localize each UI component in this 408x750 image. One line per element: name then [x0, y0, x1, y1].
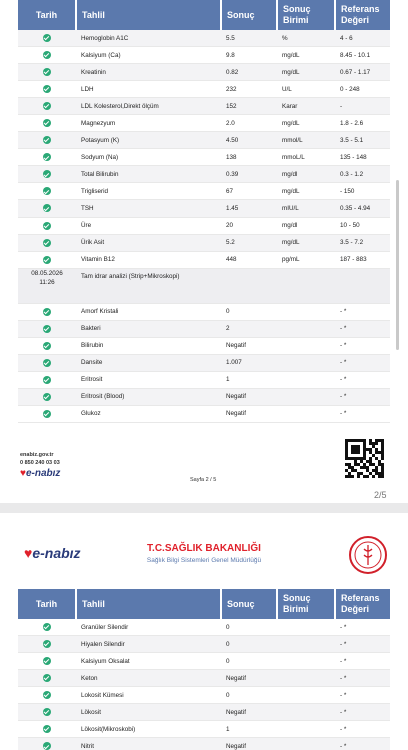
check-circle-icon: [43, 359, 51, 367]
status-cell: [18, 636, 76, 653]
test-result: 232: [221, 81, 277, 98]
check-circle-icon: [43, 308, 51, 316]
check-circle-icon: [43, 239, 51, 247]
section-time: 11:26: [39, 278, 55, 286]
check-circle-icon: [43, 85, 51, 93]
test-result: 0: [221, 636, 277, 653]
status-cell: [18, 619, 76, 636]
table-row: [18, 303, 390, 320]
test-result: 5.5: [221, 30, 277, 47]
test-result: 5.2: [221, 234, 277, 251]
table-row: [18, 234, 390, 251]
status-cell: [18, 687, 76, 704]
table-row: [18, 337, 390, 354]
check-circle-icon: [43, 708, 51, 716]
check-circle-icon: [43, 342, 51, 350]
reference-range: - *: [335, 653, 390, 670]
result-unit: %: [277, 30, 335, 47]
ministry-subtitle: Sağlık Bilgi Sistemleri Genel Müdürlüğü: [146, 557, 262, 564]
result-unit: [277, 636, 335, 653]
test-name: Granüler Silendir: [76, 619, 221, 636]
status-cell: [18, 653, 76, 670]
check-circle-icon: [43, 119, 51, 127]
result-unit: [277, 619, 335, 636]
header-result: Sonuç: [221, 589, 277, 619]
result-unit: mg/dL: [277, 64, 335, 81]
check-circle-icon: [43, 393, 51, 401]
table-row: [18, 636, 390, 653]
reference-range: 3.5 - 7.2: [335, 234, 390, 251]
heart-icon: ♥: [24, 545, 33, 561]
result-unit: mg/dl: [277, 217, 335, 234]
table-row: [18, 388, 390, 405]
page-indicator: 2/5: [374, 490, 387, 500]
table-row: [18, 704, 390, 721]
check-circle-icon: [43, 325, 51, 333]
reference-range: 0 - 248: [335, 81, 390, 98]
section-date-text: 08.05.2026: [31, 269, 63, 277]
check-circle-icon: [43, 674, 51, 682]
reference-range: 0.35 - 4.94: [335, 200, 390, 217]
test-result: Negatif: [221, 738, 277, 750]
header-reference: Referans Değeri: [335, 0, 390, 30]
test-name: Total Bilirubin: [76, 166, 221, 183]
test-result: Negatif: [221, 670, 277, 687]
result-unit: pg/mL: [277, 251, 335, 268]
check-circle-icon: [43, 170, 51, 178]
check-circle-icon: [43, 153, 51, 161]
result-unit: U/L: [277, 81, 335, 98]
test-name: Dansite: [76, 354, 221, 371]
test-result: 0: [221, 303, 277, 320]
header-date: Tarih: [18, 589, 76, 619]
reference-range: - *: [335, 405, 390, 422]
test-name: Sodyum (Na): [76, 149, 221, 166]
check-circle-icon: [43, 623, 51, 631]
test-name: Lökosit: [76, 704, 221, 721]
reference-range: - *: [335, 320, 390, 337]
status-cell: [18, 721, 76, 738]
reference-range: - *: [335, 636, 390, 653]
table-row: [18, 687, 390, 704]
result-unit: mIU/L: [277, 200, 335, 217]
test-name: LDH: [76, 81, 221, 98]
status-cell: [18, 81, 76, 98]
test-name: Kreatinin: [76, 64, 221, 81]
table-row: [18, 115, 390, 132]
check-circle-icon: [43, 136, 51, 144]
test-name: Magnezyum: [76, 115, 221, 132]
check-circle-icon: [43, 657, 51, 665]
result-unit: Karar: [277, 98, 335, 115]
enabiz-logo: ♥e-nabız: [20, 468, 61, 479]
result-unit: [277, 354, 335, 371]
test-name: Ürik Asit: [76, 234, 221, 251]
test-name: Eritrosit (Blood): [76, 388, 221, 405]
status-cell: [18, 704, 76, 721]
result-unit: [277, 371, 335, 388]
table-row: [18, 217, 390, 234]
table-header: [18, 589, 390, 619]
table-row: [18, 371, 390, 388]
reference-range: 10 - 50: [335, 217, 390, 234]
check-circle-icon: [43, 68, 51, 76]
section-title: Tam idrar analizi (Strip+Mikroskopi): [76, 268, 390, 303]
section-row: [18, 268, 390, 303]
table-row: [18, 405, 390, 422]
table-row: [18, 738, 390, 750]
result-unit: mg/dL: [277, 234, 335, 251]
status-cell: [18, 405, 76, 422]
reference-range: 3.5 - 5.1: [335, 132, 390, 149]
result-unit: [277, 337, 335, 354]
header-date: Tarih: [18, 0, 76, 30]
table-row: [18, 619, 390, 636]
reference-range: - 150: [335, 183, 390, 200]
table-row: [18, 251, 390, 268]
status-cell: [18, 388, 76, 405]
test-result: 138: [221, 149, 277, 166]
result-unit: [277, 405, 335, 422]
test-name: TSH: [76, 200, 221, 217]
table-row: [18, 98, 390, 115]
status-cell: [18, 47, 76, 64]
reference-range: - *: [335, 704, 390, 721]
table-row: [18, 47, 390, 64]
status-cell: [18, 64, 76, 81]
reference-range: - *: [335, 337, 390, 354]
test-result: 1: [221, 371, 277, 388]
test-result: Negatif: [221, 337, 277, 354]
status-cell: [18, 200, 76, 217]
status-cell: [18, 183, 76, 200]
status-cell: [18, 320, 76, 337]
test-result: 4.50: [221, 132, 277, 149]
enabiz-logo-header: ♥e-nabız: [24, 545, 81, 561]
status-cell: [18, 234, 76, 251]
check-circle-icon: [43, 204, 51, 212]
result-unit: [277, 388, 335, 405]
reference-range: - *: [335, 721, 390, 738]
check-circle-icon: [43, 376, 51, 384]
test-name: Glukoz: [76, 405, 221, 422]
reference-range: - *: [335, 670, 390, 687]
test-name: Bilirubin: [76, 337, 221, 354]
result-unit: [277, 653, 335, 670]
status-cell: [18, 166, 76, 183]
table-row: [18, 670, 390, 687]
header-result: Sonuç: [221, 0, 277, 30]
result-unit: mmol/L: [277, 132, 335, 149]
reference-range: 4 - 6: [335, 30, 390, 47]
check-circle-icon: [43, 691, 51, 699]
status-cell: [18, 354, 76, 371]
check-circle-icon: [43, 640, 51, 648]
table-row: [18, 64, 390, 81]
table-row: [18, 354, 390, 371]
result-unit: [277, 721, 335, 738]
test-name: Hiyalen Silendir: [76, 636, 221, 653]
header-test: Tahlil: [76, 589, 221, 619]
test-name: Eritrosit: [76, 371, 221, 388]
test-name: Kalsiyum (Ca): [76, 47, 221, 64]
status-cell: [18, 149, 76, 166]
ministry-seal-icon: [348, 535, 388, 575]
page-label: Sayfa 2 / 5: [190, 477, 217, 483]
reference-range: - *: [335, 354, 390, 371]
table-row: [18, 200, 390, 217]
reference-range: 135 - 148: [335, 149, 390, 166]
section-date: [18, 268, 76, 303]
test-name: Nitrit: [76, 738, 221, 750]
test-result: 2.0: [221, 115, 277, 132]
heart-icon: ♥: [20, 468, 26, 479]
reference-range: 1.8 - 2.6: [335, 115, 390, 132]
test-name: Hemoglobin A1C: [76, 30, 221, 47]
status-cell: [18, 115, 76, 132]
status-cell: [18, 217, 76, 234]
test-result: 448: [221, 251, 277, 268]
reference-range: - *: [335, 687, 390, 704]
result-unit: [277, 670, 335, 687]
test-name: Lokosit Kümesi: [76, 687, 221, 704]
report-page-3: [0, 513, 408, 750]
test-name: Vitamin B12: [76, 251, 221, 268]
footer-contact: [20, 451, 60, 467]
qr-code: [345, 439, 384, 478]
header-reference: Referans Değeri: [335, 589, 390, 619]
check-circle-icon: [43, 187, 51, 195]
result-unit: mg/dL: [277, 47, 335, 64]
table-header: [18, 0, 390, 30]
check-circle-icon: [43, 102, 51, 110]
table-row: [18, 132, 390, 149]
check-circle-icon: [43, 742, 51, 750]
test-result: 0.82: [221, 64, 277, 81]
table-row: [18, 183, 390, 200]
reference-range: - *: [335, 303, 390, 320]
check-circle-icon: [43, 34, 51, 42]
status-cell: [18, 371, 76, 388]
test-result: 2: [221, 320, 277, 337]
test-result: Negatif: [221, 388, 277, 405]
reference-range: - *: [335, 738, 390, 750]
reference-range: - *: [335, 388, 390, 405]
test-result: 0: [221, 653, 277, 670]
reference-range: 0.3 - 1.2: [335, 166, 390, 183]
test-name: Keton: [76, 670, 221, 687]
test-result: 0: [221, 619, 277, 636]
test-name: Lökosit(Mikroskobi): [76, 721, 221, 738]
test-name: Kalsiyum Oksalat: [76, 653, 221, 670]
reference-range: 187 - 883: [335, 251, 390, 268]
result-unit: mg/dl: [277, 166, 335, 183]
header-unit: Sonuç Birimi: [277, 589, 335, 619]
status-cell: [18, 251, 76, 268]
test-name: Üre: [76, 217, 221, 234]
ministry-title: T.C.SAĞLIK BAKANLIĞI: [147, 543, 261, 554]
header-unit: Sonuç Birimi: [277, 0, 335, 30]
status-cell: [18, 303, 76, 320]
check-circle-icon: [43, 410, 51, 418]
scrollbar[interactable]: [396, 180, 399, 350]
test-name: Potasyum (K): [76, 132, 221, 149]
status-cell: [18, 98, 76, 115]
test-result: 20: [221, 217, 277, 234]
lab-results-table: [18, 0, 390, 423]
reference-range: - *: [335, 371, 390, 388]
result-unit: [277, 303, 335, 320]
reference-range: - *: [335, 619, 390, 636]
status-cell: [18, 132, 76, 149]
test-result: 152: [221, 98, 277, 115]
header-test: Tahlil: [76, 0, 221, 30]
table-row: [18, 81, 390, 98]
test-name: LDL Kolesterol,Direkt ölçüm: [76, 98, 221, 115]
result-unit: [277, 320, 335, 337]
test-name: Trigliserid: [76, 183, 221, 200]
reference-range: -: [335, 98, 390, 115]
table-row: [18, 30, 390, 47]
result-unit: mmoL/L: [277, 149, 335, 166]
footer-site[interactable]: enabiz.gov.tr: [20, 452, 54, 458]
check-circle-icon: [43, 51, 51, 59]
check-circle-icon: [43, 256, 51, 264]
check-circle-icon: [43, 725, 51, 733]
result-unit: [277, 687, 335, 704]
table-row: [18, 320, 390, 337]
status-cell: [18, 337, 76, 354]
status-cell: [18, 30, 76, 47]
table-row: [18, 149, 390, 166]
test-name: Bakteri: [76, 320, 221, 337]
check-circle-icon: [43, 222, 51, 230]
test-result: 0: [221, 687, 277, 704]
status-cell: [18, 738, 76, 750]
test-result: Negatif: [221, 704, 277, 721]
table-row: [18, 721, 390, 738]
result-unit: [277, 738, 335, 750]
result-unit: [277, 704, 335, 721]
test-result: 0.39: [221, 166, 277, 183]
status-cell: [18, 670, 76, 687]
test-name: Amorf Kristali: [76, 303, 221, 320]
test-result: 1.007: [221, 354, 277, 371]
test-result: Negatif: [221, 405, 277, 422]
lab-results-table-continued: [18, 589, 390, 750]
table-row: [18, 653, 390, 670]
reference-range: 8.45 - 10.1: [335, 47, 390, 64]
result-unit: mg/dL: [277, 183, 335, 200]
test-result: 9.8: [221, 47, 277, 64]
test-result: 1.45: [221, 200, 277, 217]
test-result: 67: [221, 183, 277, 200]
test-result: 1: [221, 721, 277, 738]
table-row: [18, 166, 390, 183]
reference-range: 0.67 - 1.17: [335, 64, 390, 81]
footer-phone: 0 850 240 03 03: [20, 460, 60, 466]
result-unit: mg/dL: [277, 115, 335, 132]
